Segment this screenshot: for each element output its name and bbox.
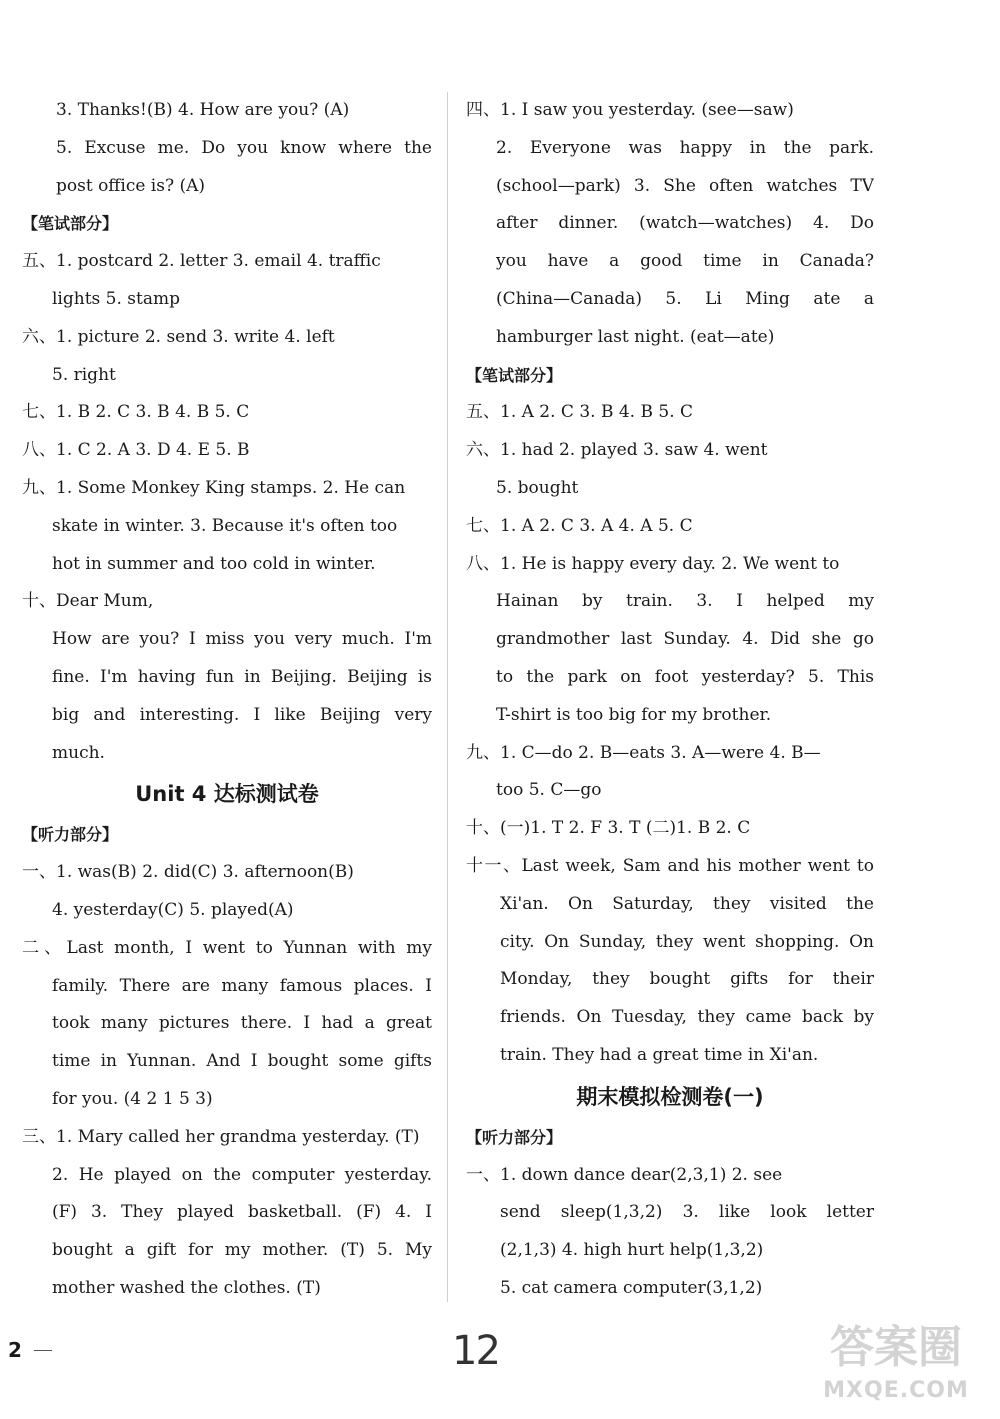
answer-line: 4. yesterday(C) 5. played(A): [52, 899, 294, 920]
answer-line: you have a good time in Canada?: [496, 251, 874, 272]
answer-line: hamburger last night. (eat—ate): [496, 326, 775, 347]
handwritten-note: 12: [452, 1328, 499, 1374]
answer-line: Xi'an. On Saturday, they visited the: [500, 893, 874, 914]
answer-line: time in Yunnan. And I bought some gifts: [52, 1051, 432, 1072]
answer-line: post office is? (A): [56, 175, 206, 196]
answer-line: fine. I'm having fun in Beijing. Beijing is: [52, 666, 432, 687]
answer-line: 一、1. was(B) 2. did(C) 3. afternoon(B): [22, 862, 354, 883]
answer-line: 九、1. Some Monkey King stamps. 2. He can: [22, 477, 406, 498]
page-number-dash: [34, 1350, 52, 1351]
answer-line: Monday, they bought gifts for their: [500, 969, 874, 990]
answer-line: How are you? I miss you very much. I'm: [52, 629, 432, 650]
answer-line: big and interesting. I like Beijing very: [52, 704, 432, 725]
right-column: [466, 92, 874, 1308]
answer-line: city. On Sunday, they went shopping. On: [500, 931, 874, 952]
answer-line: 十、(一)1. T 2. F 3. T (二)1. B 2. C: [466, 818, 751, 839]
answer-line: (2,1,3) 4. high hurt help(1,3,2): [500, 1240, 764, 1261]
answer-line: 5. right: [52, 364, 116, 385]
answer-line: much.: [52, 742, 105, 763]
answer-line: 六、1. picture 2. send 3. write 4. left: [22, 326, 335, 347]
watermark-cn: 答案圈: [830, 1322, 962, 1373]
answer-line: 六、1. had 2. played 3. saw 4. went: [466, 440, 768, 461]
answer-line: 三、1. Mary called her grandma yesterday. (T): [22, 1126, 420, 1147]
answer-line: to the park on foot yesterday? 5. This: [496, 666, 874, 687]
page-number: 2: [8, 1338, 22, 1362]
answer-line: family. There are many famous places. I: [52, 975, 432, 996]
watermark-en: MXQE.COM: [823, 1378, 969, 1403]
answer-line: 5. Excuse me. Do you know where the: [56, 137, 432, 158]
section-title: Unit 4 达标测试卷: [135, 782, 319, 807]
answer-line: 七、1. B 2. C 3. B 4. B 5. C: [22, 402, 250, 423]
answer-line: 七、1. A 2. C 3. A 4. A 5. C: [466, 515, 693, 536]
answer-line: mother washed the clothes. (T): [52, 1277, 321, 1298]
answer-line: train. They had a great time in Xi'an.: [500, 1044, 819, 1065]
answer-line: 2. He played on the computer yesterday.: [52, 1164, 432, 1185]
answer-line: 十、Dear Mum,: [22, 591, 154, 612]
section-title: 期末模拟检测卷(一): [576, 1084, 764, 1109]
answer-line: 十一、Last week, Sam and his mother went to: [466, 855, 874, 876]
answer-line: 五、1. A 2. C 3. B 4. B 5. C: [466, 402, 694, 423]
section-header: 【听力部分】: [22, 825, 119, 845]
answer-line: took many pictures there. I had a great: [52, 1013, 432, 1034]
answer-line: 八、1. He is happy every day. 2. We went to: [466, 553, 840, 574]
answer-line: 二、Last month, I went to Yunnan with my: [22, 937, 432, 958]
answer-line: 八、1. C 2. A 3. D 4. E 5. B: [22, 440, 250, 461]
answer-line: too 5. C—go: [496, 780, 602, 801]
answer-line: after dinner. (watch—watches) 4. Do: [496, 213, 874, 234]
answer-line: 5. cat camera computer(3,1,2): [500, 1277, 763, 1298]
column-divider: [447, 92, 448, 1302]
answer-line: 一、1. down dance dear(2,3,1) 2. see: [466, 1164, 783, 1185]
answer-line: lights 5. stamp: [52, 288, 180, 309]
left-column: [22, 92, 432, 1308]
answer-line: (F) 3. They played basketball. (F) 4. I: [52, 1202, 432, 1223]
answer-line: bought a gift for my mother. (T) 5. My: [52, 1240, 432, 1261]
section-header: 【笔试部分】: [22, 214, 119, 234]
answer-line: 九、1. C—do 2. B—eats 3. A—were 4. B—: [466, 742, 821, 763]
answer-line: friends. On Tuesday, they came back by: [500, 1007, 874, 1028]
answer-line: hot in summer and too cold in winter.: [52, 553, 376, 574]
answer-line: skate in winter. 3. Because it's often too: [52, 515, 398, 536]
answer-line: T-shirt is too big for my brother.: [496, 704, 772, 725]
answer-line: 3. Thanks!(B) 4. How are you? (A): [56, 100, 350, 120]
answer-line: Hainan by train. 3. I helped my: [496, 591, 874, 612]
answer-line: for you. (4 2 1 5 3): [52, 1088, 213, 1109]
answer-line: 5. bought: [496, 477, 579, 498]
answer-line: (school—park) 3. She often watches TV: [496, 175, 874, 196]
answer-line: send sleep(1,3,2) 3. like look letter: [500, 1202, 874, 1223]
answer-line: (China—Canada) 5. Li Ming ate a: [496, 288, 874, 309]
watermark: [806, 1320, 986, 1414]
answer-line: 五、1. postcard 2. letter 3. email 4. traffic: [22, 251, 381, 272]
answer-line: 四、1. I saw you yesterday. (see—saw): [466, 100, 794, 120]
section-header: 【笔试部分】: [466, 365, 563, 385]
answer-line: 2. Everyone was happy in the park.: [496, 137, 874, 158]
answer-line: grandmother last Sunday. 4. Did she go: [496, 629, 874, 650]
section-header: 【听力部分】: [466, 1127, 563, 1147]
